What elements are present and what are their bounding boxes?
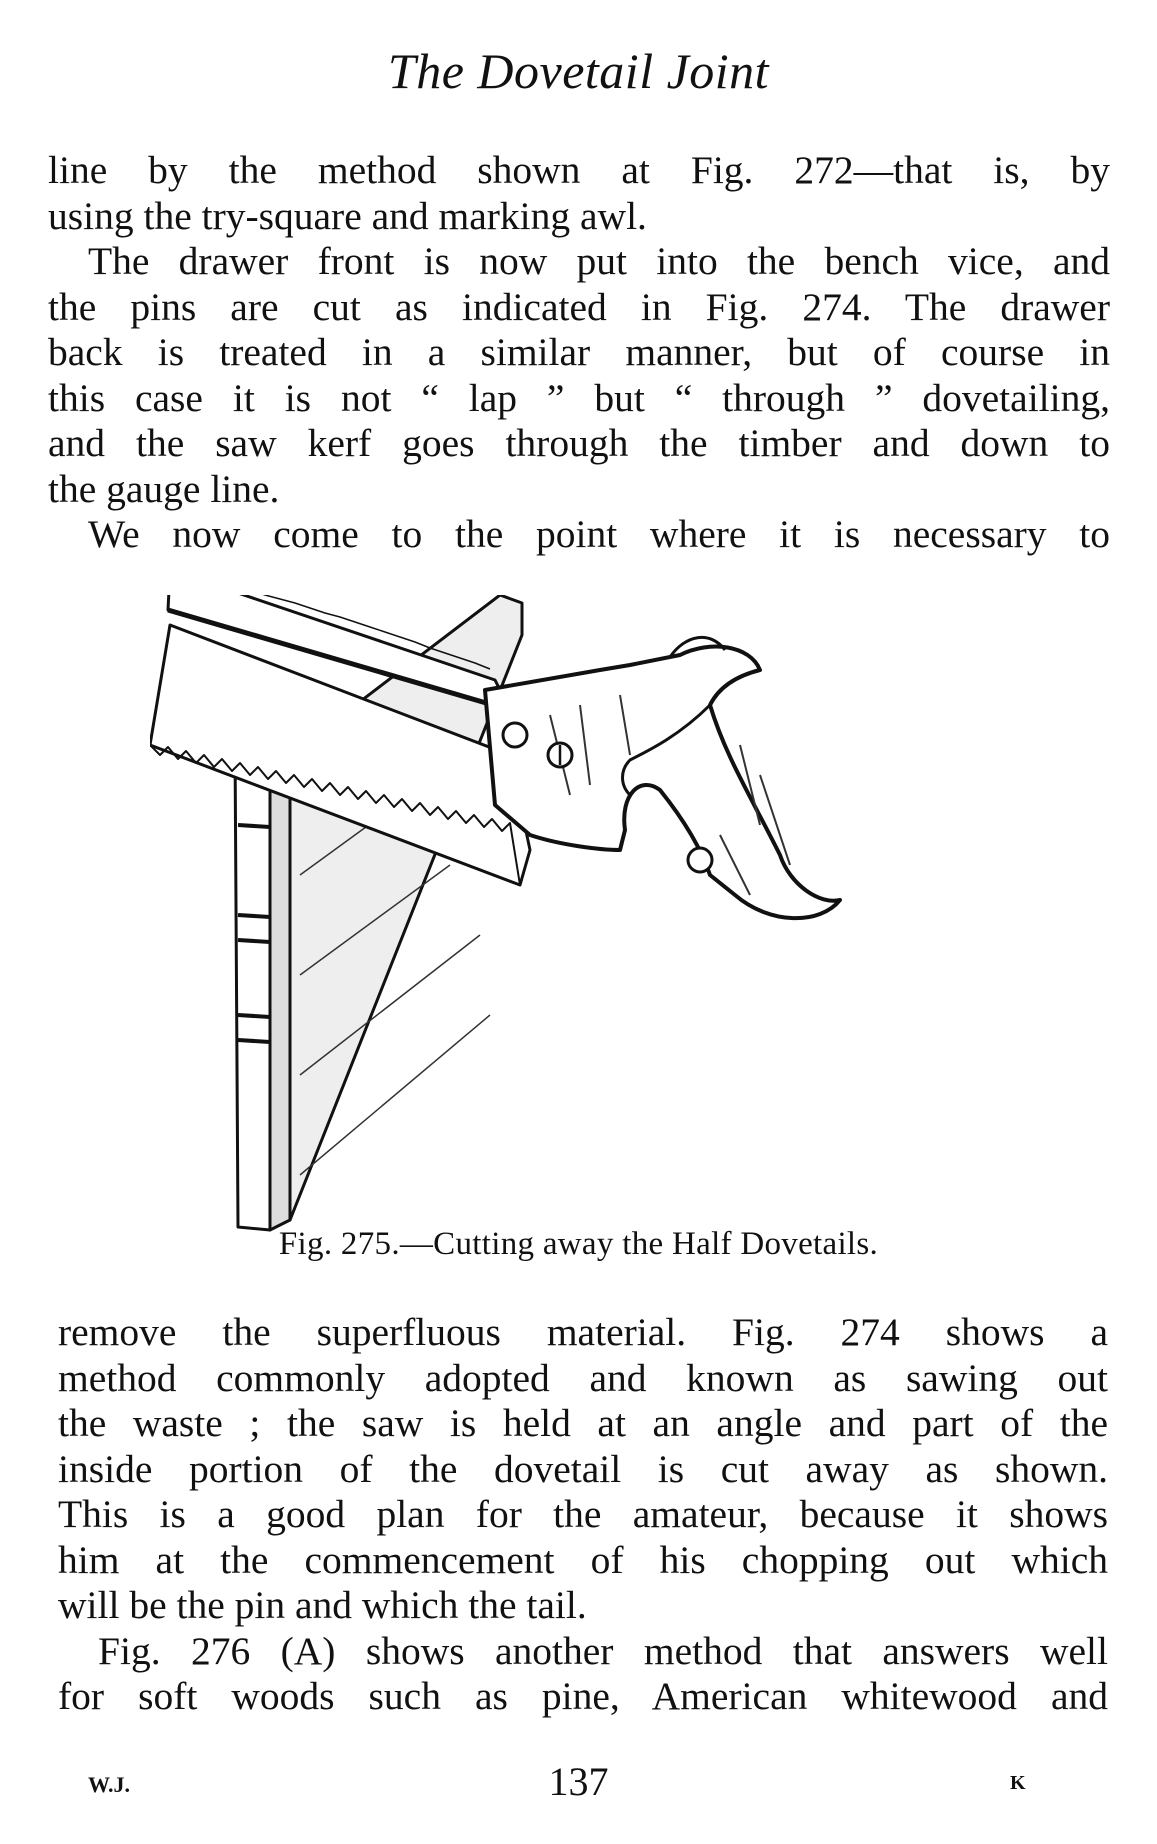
text-line: and the saw kerf goes through the timber and down to [48, 421, 1110, 465]
text-line: Fig. 276 (A) shows another method that answers well [98, 1628, 1108, 1673]
text-line: him at the commencement of his chopping out which [58, 1537, 1108, 1582]
figure-caption: Fig. 275.—Cutting away the Half Dovetails. [278, 1226, 879, 1262]
text-line: remove the superfluous material. Fig. 274 shows a [58, 1310, 1108, 1354]
paragraph-4 [58, 1310, 1108, 1720]
text-line: The drawer front is now put into the bench vice, and [88, 239, 1110, 283]
text-line: back is treated in a similar manner, but of course in [48, 330, 1110, 374]
text-line: method commonly adopted and known as sawing out [58, 1355, 1108, 1400]
text-line: will be the pin and which the tail. [58, 1583, 587, 1627]
text-line: using the try-square and marking awl. [48, 193, 647, 238]
text-line: line by the method shown at Fig. 272—that is, by [48, 148, 1110, 192]
text-line: for soft woods such as pine, American whitewood and [58, 1674, 1108, 1718]
text-line: the waste ; the saw is held at an angle and part of the [58, 1401, 1108, 1445]
text-line: This is a good plan for the amateur, because it shows [58, 1492, 1108, 1536]
figure-275 [150, 595, 1000, 1235]
page-number: 137 [548, 1759, 609, 1804]
text-line: the gauge line. [48, 466, 280, 511]
text-line: this case it is not “ lap ” but “ through ” dovetailing, [48, 375, 1110, 420]
dovetail-saw-cutting-board-illustration [150, 595, 1000, 1235]
footer-signature-letter: K [1010, 1772, 1026, 1794]
text-line: the pins are cut as indicated in Fig. 274. The drawer [48, 284, 1110, 329]
paragraph-1 [48, 148, 1110, 558]
page-title: The Dovetail Joint [387, 43, 770, 99]
text-line: inside portion of the dovetail is cut away as shown. [58, 1446, 1108, 1491]
footer-signature: W.J. [88, 1772, 130, 1797]
text-line: We now come to the point where it is necessary to [88, 512, 1110, 556]
